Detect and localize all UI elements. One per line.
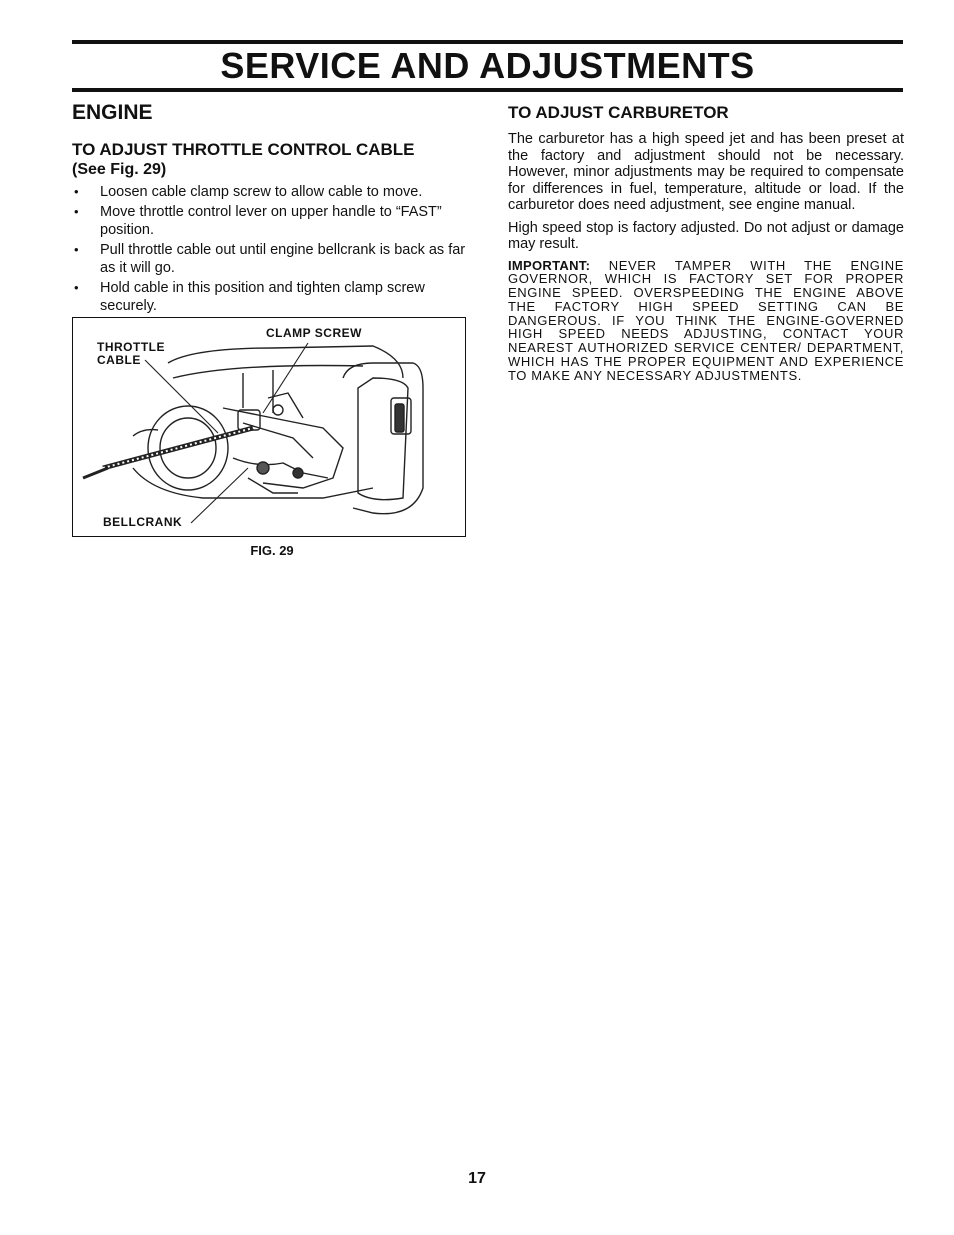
figure-reference: (See Fig. 29) [72,161,167,178]
label-cable: CABLE [97,353,141,367]
carburetor-paragraph-1: The carburetor has a high speed jet and has been preset at the factory and adjustment should not be necessary. However, minor adjustments may be required to compensate for differences in fuel, temperature, altitude or load. If the carburetor does need adjustment, see engine manual. [508,131,904,213]
section-heading-engine: ENGINE [72,101,153,124]
carburetor-heading: TO ADJUST CARBURETOR [508,103,729,122]
list-item: • Loosen cable clamp screw to allow cable to move. [72,183,472,201]
list-item: • Pull throttle cable out until engine bellcrank is back as far as it will go. [72,241,472,277]
important-notice [508,259,904,383]
header-bottom-rule [72,88,903,92]
throttle-cable-heading: TO ADJUST THROTTLE CONTROL CABLE [72,140,415,159]
list-item: • Move throttle control lever on upper handle to “FAST” position. [72,203,472,239]
label-throttle: THROTTLE [97,340,165,354]
list-item: • Hold cable in this position and tighten clamp screw securely. [72,279,472,315]
label-bellcrank: BELLCRANK [103,515,183,529]
figure-caption: FIG. 29 [250,543,294,558]
important-text: NEVER TAMPER WITH THE ENGINE GOVERNOR, WHICH IS FACTORY SET FOR PROPER ENGINE SPEED. OVERSPEEDING THE ENGINE ABOVE THE FACTORY HIGH SPEED SETTING CAN BE DANGEROUS. IF YOU THINK THE ENGINE-GOVERNED HIGH SPEED NEEDS ADJUSTING, CONTACT YOUR NEAREST AUTHORIZED SERVICE CENTER/ DEPARTMENT, WHICH HAS THE PROPER EQUIPMENT AND EXPERIENCE TO MAKE ANY NECESSARY ADJUSTMENTS. [508,257,904,383]
page-title: SERVICE AND ADJUSTMENTS [220,45,755,86]
important-label: IMPORTANT: [508,257,591,273]
figure-29-box [72,317,466,537]
throttle-steps-list [72,183,472,315]
header-top-rule [72,40,903,44]
label-clamp-screw: CLAMP SCREW [266,326,362,340]
carburetor-paragraph-2: High speed stop is factory adjusted. Do not adjust or damage may result. [508,219,904,252]
page-number: 17 [468,1170,486,1187]
right-column [508,100,904,383]
left-column [72,100,472,317]
